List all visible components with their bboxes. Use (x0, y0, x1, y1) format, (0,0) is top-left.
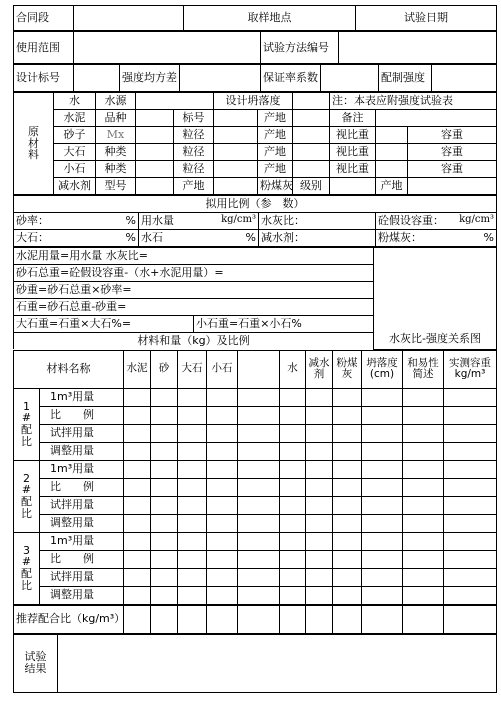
mix-value-cell[interactable] (238, 568, 280, 586)
mix-value-cell[interactable] (178, 586, 207, 604)
mix-value-cell[interactable] (151, 496, 178, 514)
formula-stone: 石重=砂石总重-砂重= (14, 299, 374, 316)
sampling-site-label: 取样地点 (184, 6, 356, 31)
mix-value-cell[interactable] (362, 442, 403, 460)
sand-particle-field[interactable] (214, 127, 258, 144)
mix-group-label: 1 # 配比 (14, 388, 40, 460)
cement-grade-field[interactable] (214, 110, 258, 127)
formula-fine: 小石重=石重×小石% (194, 316, 374, 333)
coarse-ratio-label: 大石： (16, 231, 49, 245)
recommended-value-cell[interactable] (444, 605, 497, 633)
mix-value-cell[interactable] (306, 406, 333, 424)
design-grade-label: 设计标号 (14, 65, 74, 92)
mix-value-cell[interactable] (178, 388, 207, 406)
mix-value-cell[interactable] (333, 478, 362, 496)
sand-ratio-unit: % (125, 214, 136, 228)
result-label (14, 634, 58, 692)
mix-value-cell[interactable] (403, 388, 444, 406)
mix-value-cell[interactable] (238, 424, 280, 442)
mix-value-cell[interactable] (333, 442, 362, 460)
guarantee-coef-label: 保证率系数 (261, 65, 321, 92)
scope-label: 使用范围 (14, 32, 74, 64)
mix-value-cell[interactable] (178, 568, 207, 586)
mix-value-cell[interactable] (362, 496, 403, 514)
mix-value-cell[interactable] (207, 442, 238, 460)
mix-value-cell[interactable] (444, 424, 497, 442)
mix-value-cell[interactable] (238, 532, 280, 550)
mix-value-cell[interactable] (333, 406, 362, 424)
mix-group-label: 3 # 配比 (14, 532, 40, 604)
coarse-particle-field[interactable] (214, 144, 258, 161)
mix-value-cell[interactable] (444, 532, 497, 550)
reducer-model-label: 型号 (96, 178, 136, 195)
proposed-title: 拟用比例（参 数） (14, 196, 497, 213)
water-use-cell[interactable] (139, 213, 259, 230)
mix-col-header: 实测容重 kg/m³ (444, 350, 497, 388)
mix-value-cell[interactable] (403, 496, 444, 514)
mix-value-cell[interactable] (151, 550, 178, 568)
mix-value-cell[interactable] (306, 568, 333, 586)
mix-row-label: 调整用量 (40, 586, 124, 604)
mix-value-cell[interactable] (403, 460, 444, 478)
coarse-type-label: 种类 (96, 144, 136, 161)
mix-value-cell[interactable] (306, 442, 333, 460)
cement-remark-field[interactable] (376, 110, 497, 127)
flyash-level-label: 级别 (293, 178, 330, 195)
mix-value-cell[interactable] (444, 496, 497, 514)
mix-row-label: 比 例 (40, 478, 124, 496)
mix-col-header: 水泥 (124, 350, 151, 388)
fine-type-field[interactable] (136, 161, 174, 178)
mix-row-label: 试拌用量 (40, 496, 124, 514)
mix-value-cell[interactable] (124, 568, 151, 586)
mix-value-cell[interactable] (124, 388, 151, 406)
recommended-value-cell[interactable] (207, 605, 238, 633)
mix-value-cell[interactable] (333, 496, 362, 514)
mix-value-cell[interactable] (124, 478, 151, 496)
recommended-table (13, 605, 497, 634)
mix-value-cell[interactable] (444, 586, 497, 604)
sand-particle-label: 粒径 (174, 127, 214, 144)
sand-ratio-cell[interactable] (14, 213, 139, 230)
mix-value-cell[interactable] (238, 478, 280, 496)
mix-row-label: 试拌用量 (40, 568, 124, 586)
guarantee-coef-field[interactable] (321, 65, 379, 92)
fine-ratio-cell[interactable] (139, 230, 259, 247)
cement-origin-label: 产地 (258, 110, 293, 127)
mix-value-cell[interactable] (238, 388, 280, 406)
recommended-value-cell[interactable] (403, 605, 444, 633)
recommended-value-cell[interactable] (306, 605, 333, 633)
sand-mx-field[interactable] (136, 127, 174, 144)
mix-value-cell[interactable] (444, 406, 497, 424)
cement-variety-label: 品种 (96, 110, 136, 127)
recommended-value-cell[interactable] (280, 605, 306, 633)
fine-apparent-field[interactable] (376, 161, 408, 178)
sand-origin-label: 产地 (258, 127, 293, 144)
mix-value-cell[interactable] (151, 388, 178, 406)
mix-value-cell[interactable] (178, 442, 207, 460)
header-table-3 (13, 64, 497, 92)
proposed-table (13, 195, 497, 247)
chart-label: 水灰比-强度关系图 (389, 331, 481, 345)
mix-value-cell[interactable] (362, 406, 403, 424)
mix-value-cell[interactable] (403, 478, 444, 496)
mix-value-cell[interactable] (124, 442, 151, 460)
mix-row-label: 调整用量 (40, 514, 124, 532)
fine-bulk-label: 容重 (408, 161, 497, 178)
mix-value-cell[interactable] (178, 478, 207, 496)
water-source-field[interactable] (136, 93, 214, 110)
mix-row-label: 1m³用量 (40, 460, 124, 478)
coarse-origin-field[interactable] (293, 144, 330, 161)
mix-value-cell[interactable] (280, 442, 306, 460)
mix-value-cell[interactable] (151, 586, 178, 604)
mix-value-cell[interactable] (238, 496, 280, 514)
sand-apparent-field[interactable] (376, 127, 408, 144)
water-label: 水 (54, 93, 96, 110)
mix-row-label: 比 例 (40, 550, 124, 568)
mix-value-cell[interactable] (403, 442, 444, 460)
recommended-value-cell[interactable] (124, 605, 151, 633)
mix-value-cell[interactable] (362, 568, 403, 586)
mix-value-cell[interactable] (124, 424, 151, 442)
header-table-2 (13, 31, 497, 64)
material-name-header: 材料名称 (14, 350, 124, 388)
flyash-label: 粉煤灰 (258, 178, 293, 195)
design-slump-label: 设计坍落度 (214, 93, 293, 110)
design-slump-field[interactable] (293, 93, 330, 110)
sand-origin-field[interactable] (293, 127, 330, 144)
mix-value-cell[interactable] (280, 532, 306, 550)
prep-strength-field[interactable] (432, 65, 497, 92)
mix-col-header: 减水剂 (306, 350, 333, 388)
mix-value-cell[interactable] (280, 478, 306, 496)
mix-value-cell[interactable] (444, 478, 497, 496)
recommended-value-cell[interactable] (362, 605, 403, 633)
sand-apparent-label: 视比重 (330, 127, 376, 144)
mix-col-header: 和易性简述 (403, 350, 444, 388)
mix-value-cell[interactable] (124, 586, 151, 604)
flyash-ratio-cell[interactable] (376, 230, 497, 247)
mix-value-cell[interactable] (207, 478, 238, 496)
mix-value-cell[interactable] (306, 424, 333, 442)
water-source-label: 水源 (96, 93, 136, 110)
mix-value-cell[interactable] (403, 532, 444, 550)
mix-value-cell[interactable] (306, 460, 333, 478)
formula-aggregate: 砂石总重=砼假设容重-（水+水泥用量）= (14, 265, 374, 282)
sand-bulk-label: 容重 (408, 127, 497, 144)
mix-value-cell[interactable] (207, 496, 238, 514)
mix-value-cell[interactable] (124, 532, 151, 550)
mix-value-cell[interactable] (403, 424, 444, 442)
fine-type-label: 种类 (96, 161, 136, 178)
fine-stone-label: 小石 (54, 161, 96, 178)
mix-value-cell[interactable] (280, 424, 306, 442)
mix-value-cell[interactable] (207, 550, 238, 568)
recommended-value-cell[interactable] (333, 605, 362, 633)
mix-row-label: 调整用量 (40, 442, 124, 460)
mix-value-cell[interactable] (124, 550, 151, 568)
method-no-field[interactable] (339, 32, 497, 64)
mix-value-cell[interactable] (362, 388, 403, 406)
mix-value-cell[interactable] (333, 550, 362, 568)
mix-value-cell[interactable] (306, 496, 333, 514)
reducer-origin-label: 产地 (174, 178, 214, 195)
formula-cement: 水泥用量=用水量 水灰比= (14, 248, 374, 265)
mix-value-cell[interactable] (178, 532, 207, 550)
mix-title: 材料和量（kg）及比例 (14, 333, 374, 350)
coarse-bulk-label: 容重 (408, 144, 497, 161)
mix-value-cell[interactable] (124, 496, 151, 514)
result-text: 试验结果 (24, 650, 47, 675)
mix-value-cell[interactable] (280, 496, 306, 514)
raw-materials-text: 原材料 (28, 125, 39, 162)
flyash-ratio-unit: % (483, 231, 494, 245)
mix-group-label: 2 # 配比 (14, 460, 40, 532)
mix-value-cell[interactable] (151, 406, 178, 424)
mix-value-cell[interactable] (124, 406, 151, 424)
flyash-origin-label: 产地 (376, 178, 408, 195)
raw-materials-label (14, 93, 54, 195)
mix-value-cell[interactable] (444, 442, 497, 460)
test-date-label: 试验日期 (356, 6, 497, 31)
assumed-density-label: 砼假设容重： (378, 214, 444, 228)
mix-value-cell[interactable] (403, 406, 444, 424)
water-use-label: 用水量 (141, 214, 174, 228)
mix-value-cell[interactable] (444, 568, 497, 586)
scope-field[interactable] (74, 32, 261, 64)
mix-value-cell[interactable] (207, 532, 238, 550)
mix-value-cell[interactable] (280, 388, 306, 406)
mix-value-cell[interactable] (280, 568, 306, 586)
mix-value-cell[interactable] (207, 568, 238, 586)
mix-value-cell[interactable] (280, 550, 306, 568)
mix-value-cell[interactable] (238, 460, 280, 478)
mix-value-cell[interactable] (151, 532, 178, 550)
mix-value-cell[interactable] (151, 478, 178, 496)
recommended-value-cell[interactable] (238, 605, 280, 633)
mix-col-header: 大石 (178, 350, 207, 388)
mix-value-cell[interactable] (306, 550, 333, 568)
mix-value-cell[interactable] (444, 550, 497, 568)
fine-apparent-label: 视比重 (330, 161, 376, 178)
formula-coarse: 大石重=石重×大石%= (14, 316, 194, 333)
mix-value-cell[interactable] (178, 460, 207, 478)
mix-value-cell[interactable] (362, 550, 403, 568)
mix-value-cell[interactable] (207, 424, 238, 442)
cement-remark-label: 备注 (330, 110, 376, 127)
mix-value-cell[interactable] (207, 388, 238, 406)
mix-value-cell[interactable] (238, 550, 280, 568)
mix-table (13, 350, 497, 605)
mix-value-cell[interactable] (178, 424, 207, 442)
flyash-origin-field[interactable] (408, 178, 497, 195)
method-no-label: 试验方法编号 (261, 32, 339, 64)
result-field[interactable] (58, 634, 497, 692)
mix-col-header: 水 (280, 350, 306, 388)
mix-value-cell[interactable] (444, 460, 497, 478)
mix-value-cell[interactable] (333, 424, 362, 442)
mix-value-cell[interactable] (151, 460, 178, 478)
mix-value-cell[interactable] (178, 496, 207, 514)
design-grade-field[interactable] (74, 65, 120, 92)
fine-origin-label: 产地 (258, 161, 293, 178)
assumed-density-unit: kg/cm³ (459, 214, 494, 226)
mix-value-cell[interactable] (306, 388, 333, 406)
mix-value-cell[interactable] (238, 406, 280, 424)
strength-sd-field[interactable] (180, 65, 261, 92)
mix-value-cell[interactable] (306, 514, 333, 532)
mix-col-header: 小石 (207, 350, 238, 388)
mix-row-label: 比 例 (40, 406, 124, 424)
contract-label: 合同段 (14, 6, 74, 31)
mix-value-cell[interactable] (403, 568, 444, 586)
mix-col-header: 坍落度(cm) (362, 350, 403, 388)
mix-value-cell[interactable] (333, 388, 362, 406)
formula-sand: 砂重=砂石总重×砂率= (14, 282, 374, 299)
mix-value-cell[interactable] (280, 406, 306, 424)
mix-value-cell[interactable] (444, 388, 497, 406)
mix-value-cell[interactable] (403, 514, 444, 532)
reducer-origin-field[interactable] (214, 178, 258, 195)
mix-value-cell[interactable] (238, 442, 280, 460)
mix-value-cell[interactable] (207, 586, 238, 604)
mix-value-cell[interactable] (333, 568, 362, 586)
mix-value-cell[interactable] (238, 586, 280, 604)
mix-value-cell[interactable] (333, 460, 362, 478)
mix-value-cell[interactable] (151, 514, 178, 532)
fine-ratio-label: 水石 (141, 231, 163, 245)
coarse-particle-label: 粒径 (174, 144, 214, 161)
materials-table (13, 92, 497, 195)
coarse-label: 大石 (54, 144, 96, 161)
wc-strength-chart-area (374, 248, 497, 350)
recommended-value-cell[interactable] (151, 605, 178, 633)
mix-value-cell[interactable] (362, 460, 403, 478)
coarse-apparent-label: 视比重 (330, 144, 376, 161)
mix-value-cell[interactable] (238, 514, 280, 532)
water-use-unit: kg/cm³ (221, 214, 256, 226)
mix-value-cell[interactable] (151, 568, 178, 586)
mix-col-header (238, 350, 280, 388)
mix-value-cell[interactable] (306, 532, 333, 550)
recommended-label: 推荐配合比（kg/m³） (14, 605, 124, 633)
mix-value-cell[interactable] (207, 514, 238, 532)
recommended-value-cell[interactable] (178, 605, 207, 633)
coarse-type-field[interactable] (136, 144, 174, 161)
mix-value-cell[interactable] (333, 514, 362, 532)
mix-value-cell[interactable] (207, 460, 238, 478)
sand-label: 砂子 (54, 127, 96, 144)
mix-value-cell[interactable] (151, 424, 178, 442)
mix-value-cell[interactable] (178, 550, 207, 568)
sand-ratio-label: 砂率： (16, 214, 49, 228)
mix-value-cell[interactable] (362, 424, 403, 442)
wc-ratio-cell[interactable]: 水灰比： (259, 213, 376, 230)
mix-col-header: 砂 (151, 350, 178, 388)
mix-value-cell[interactable] (333, 586, 362, 604)
contract-field[interactable] (74, 6, 184, 31)
mix-value-cell[interactable] (444, 514, 497, 532)
flyash-ratio-label: 粉煤灰： (378, 231, 422, 245)
mix-value-cell[interactable] (178, 514, 207, 532)
mix-row-label: 1m³用量 (40, 532, 124, 550)
mx-label: Mx (96, 127, 136, 144)
mix-value-cell[interactable] (333, 532, 362, 550)
coarse-apparent-field[interactable] (376, 144, 408, 161)
cement-origin-field[interactable] (293, 110, 330, 127)
mix-row-label: 1m³用量 (40, 388, 124, 406)
mix-design-form (13, 5, 496, 708)
mix-value-cell[interactable] (403, 550, 444, 568)
mix-value-cell[interactable] (207, 406, 238, 424)
cement-label: 水泥 (54, 110, 96, 127)
mix-col-header: 粉煤灰 (333, 350, 362, 388)
reducer-ratio-cell[interactable]: 减水剂： (259, 230, 376, 247)
mix-row-label: 试拌用量 (40, 424, 124, 442)
reducer-model-field[interactable] (136, 178, 174, 195)
mix-value-cell[interactable] (280, 460, 306, 478)
coarse-ratio-cell[interactable] (14, 230, 139, 247)
mix-value-cell[interactable] (306, 478, 333, 496)
mix-value-cell[interactable] (362, 478, 403, 496)
header-table (13, 5, 497, 31)
fine-ratio-unit: % (245, 231, 256, 245)
mix-value-cell[interactable] (151, 442, 178, 460)
fine-particle-label: 粒径 (174, 161, 214, 178)
mix-value-cell[interactable] (362, 586, 403, 604)
fine-particle-field[interactable] (214, 161, 258, 178)
reducer-label: 减水剂 (54, 178, 96, 195)
cement-variety-field[interactable] (136, 110, 174, 127)
mix-value-cell[interactable] (124, 514, 151, 532)
mix-value-cell[interactable] (403, 586, 444, 604)
strength-sd-label: 强度均方差 (120, 65, 180, 92)
cement-grade-label: 标号 (174, 110, 214, 127)
mix-value-cell[interactable] (306, 586, 333, 604)
assumed-density-cell[interactable] (376, 213, 497, 230)
coarse-ratio-unit: % (125, 231, 136, 245)
formula-table (13, 247, 497, 350)
mix-value-cell[interactable] (124, 460, 151, 478)
prep-strength-label: 配制强度 (379, 65, 432, 92)
flyash-level-field[interactable] (330, 178, 376, 195)
note-text: 注：本表应附强度试验表 (330, 93, 497, 110)
mix-value-cell[interactable] (178, 406, 207, 424)
mix-value-cell[interactable] (362, 532, 403, 550)
mix-value-cell[interactable] (280, 586, 306, 604)
result-table (13, 634, 497, 693)
fine-origin-field[interactable] (293, 161, 330, 178)
coarse-origin-label: 产地 (258, 144, 293, 161)
mix-value-cell[interactable] (362, 514, 403, 532)
mix-value-cell[interactable] (280, 514, 306, 532)
